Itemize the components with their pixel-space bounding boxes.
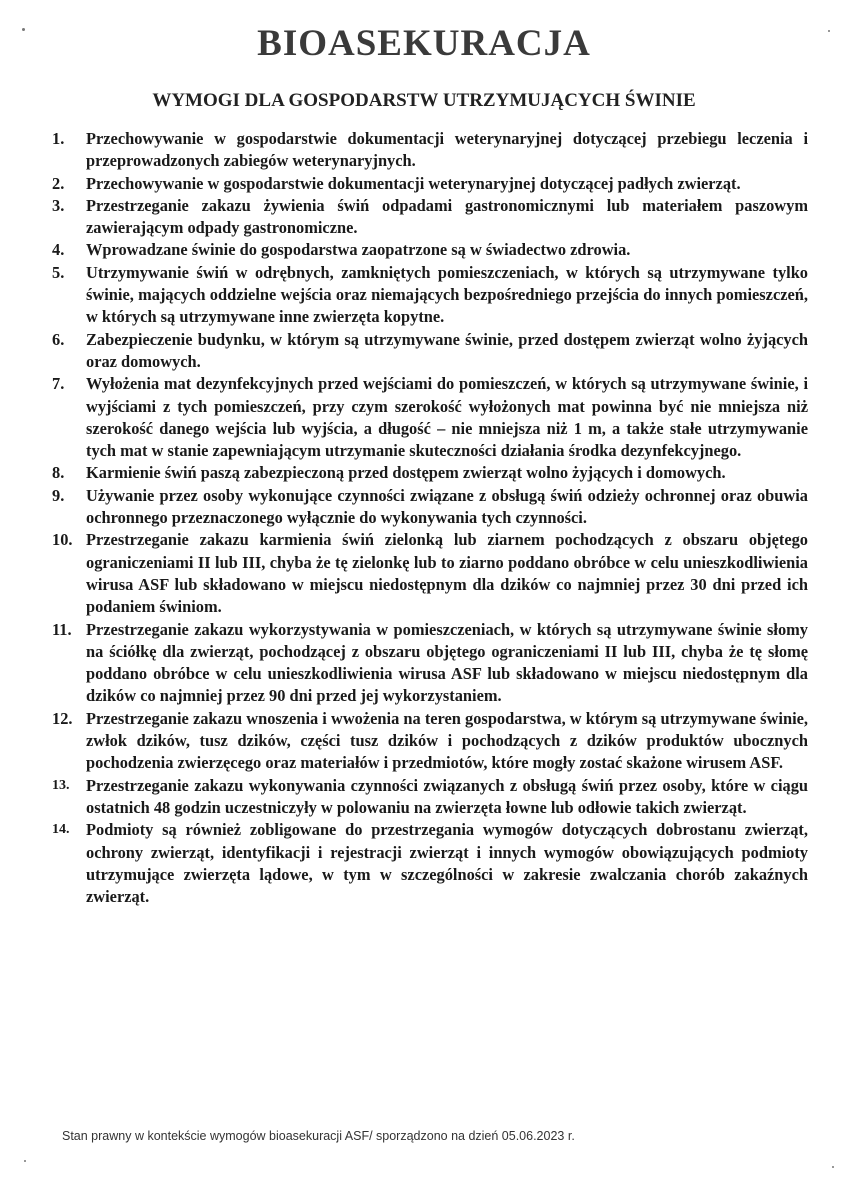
list-item <box>52 373 808 462</box>
list-item-text: Przestrzeganie zakazu wykorzystywania w pomieszczeniach, w których są utrzymywane świnie słomy na ściółkę dla zwierząt, pochodzącej z obszaru objętego ograniczeniami II lub III, chyba że tę słomę poddano obróbce w celu unieszkodliwienia wirusa ASF lub składowano w miejscu niedostępnym dla dzików co najmniej przez 90 dni przed jej wykorzystaniem. <box>86 619 808 706</box>
list-item-number: 8. <box>52 463 65 483</box>
list-item <box>52 462 808 484</box>
list-item <box>52 708 808 775</box>
list-item-text: Wprowadzane świnie do gospodarstwa zaopatrzone są w świadectwo zdrowia. <box>86 240 631 260</box>
legal-status-footer: Stan prawny w kontekście wymogów bioasekuracji ASF/ sporządzono na dzień 05.06.2023 r. <box>62 1129 575 1143</box>
list-item-text: Przechowywanie w gospodarstwie dokumentacji weterynaryjnej dotyczącej padłych zwierząt. <box>86 173 741 193</box>
list-item-number: 1. <box>52 129 65 148</box>
list-item <box>52 529 808 618</box>
list-item-text: Przestrzeganie zakazu wnoszenia i wwożenia na teren gospodarstwa, w którym są utrzymywane świnie, zwłok dzików, tusz dzików, części tusz dzików i pochodzących z dzików produktów ubocznych pochodzenia zwierzęcego oraz materiałów i przedmiotów, które mogły zostać skażone wirusem ASF. <box>86 708 808 773</box>
list-item-text: Utrzymywanie świń w odrębnych, zamkniętych pomieszczeniach, w których są utrzymywane tylko świnie, mających oddzielne wejścia oraz niemających bezpośredniego przejścia do innych pomieszczeń, w których są utrzymywane inne zwierzęta kopytne. <box>86 262 808 327</box>
list-item-text: Przestrzeganie zakazu karmienia świń zielonką lub ziarnem pochodzących z obszaru objętego ograniczeniami II lub III, chyba że tę zielonkę lub to ziarno poddano obróbce w celu unieszkodliwienia wirusa ASF lub składowano w miejscu niedostępnym dla dzików co najmniej przez 30 dni przed ich podaniem świniom. <box>86 530 808 617</box>
list-item-number: 13. <box>52 777 70 793</box>
list-item-number: 5. <box>52 262 65 282</box>
list-item-number: 4. <box>52 240 65 260</box>
list-item-text: Podmioty są również zobligowane do przestrzegania wymogów dotyczących dobrostanu zwierząt, ochrony zwierząt, identyfikacji i rejestracji zwierząt i innych wymogów obowiązujących podmioty utrzymujące zwierzęta lądowe, w tym w szczególności w zakresie zwalczania chorób zakaźnych zwierząt. <box>86 820 808 907</box>
list-item-text: Przestrzeganie zakazu wykonywania czynności związanych z obsługą świń przez osoby, które w ciągu ostatnich 48 godzin uczestniczyły w polowaniu na zwierzęta łowne lub odłowie takich zwierząt. <box>86 775 808 817</box>
requirements-list <box>52 128 808 908</box>
list-item-text: Przechowywanie w gospodarstwie dokumentacji weterynaryjnej dotyczącej przebiegu leczenia i przeprowadzonych zabiegów weterynaryjnych. <box>86 129 808 171</box>
list-item-number: 7. <box>52 374 65 394</box>
list-item <box>52 173 808 195</box>
list-item-number: 6. <box>52 329 65 349</box>
list-item-number: 12. <box>52 708 73 728</box>
list-item <box>52 775 808 820</box>
list-item-number: 3. <box>52 195 65 215</box>
list-item-text: Przestrzeganie zakazu żywienia świń odpadami gastronomicznymi lub materiałem paszowym zawierającym odpady gastronomiczne. <box>86 195 808 238</box>
document-title: BIOASEKURACJA <box>257 23 591 64</box>
list-item-text: Zabezpieczenie budynku, w którym są utrzymywane świnie, przed dostępem zwierząt wolno żyjących oraz domowych. <box>86 329 808 371</box>
list-item <box>52 619 808 708</box>
list-item <box>52 128 808 173</box>
list-item <box>52 262 808 329</box>
list-item-number: 10. <box>52 530 73 550</box>
list-item-number: 9. <box>52 485 65 505</box>
list-item-number: 14. <box>52 822 70 838</box>
document-subtitle: WYMOGI DLA GOSPODARSTW UTRZYMUJĄCYCH ŚWINIE <box>152 90 696 111</box>
list-item <box>52 239 808 261</box>
list-item <box>52 485 808 530</box>
list-item <box>52 329 808 374</box>
list-item-text: Używanie przez osoby wykonujące czynności związane z obsługą świń odzieży ochronnej oraz obuwia ochronnego przeznaczonego wyłącznie do wykonywania tych czynności. <box>86 485 808 528</box>
list-item <box>52 819 808 908</box>
list-item-number: 2. <box>52 173 65 193</box>
scan-speck <box>832 1166 834 1168</box>
list-item <box>52 195 808 240</box>
list-item-number: 11. <box>52 619 72 639</box>
scan-speck <box>24 1160 26 1162</box>
list-item-text: Wyłożenia mat dezynfekcyjnych przed wejściami do pomieszczeń, w których są utrzymywane świnie, i wyjściami z tych pomieszczeń, przy czym szerokość wyłożonych mat powinna być nie mniejsza niż szerokość danego wejścia lub wyjścia, a długość – nie mniejsza niż 1 m, a także stałe utrzymywanie tych mat w stanie zapewniającym utrzymanie skuteczności działania środka dezynfekcyjnego. <box>86 374 808 461</box>
list-item-text: Karmienie świń paszą zabezpieczoną przed dostępem zwierząt wolno żyjących i domowych. <box>86 463 726 483</box>
